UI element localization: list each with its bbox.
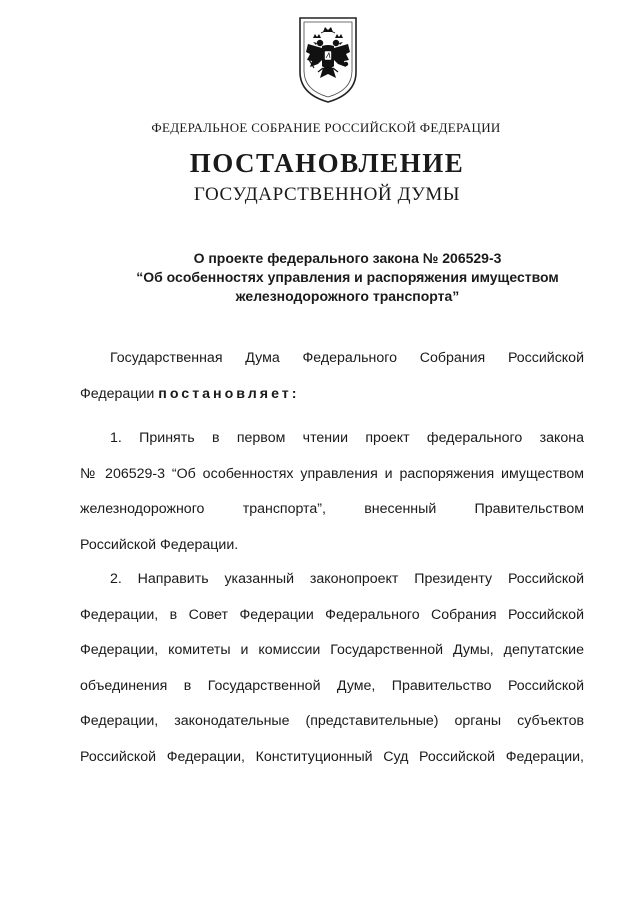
paragraph-line: Федерации, в Совет Федерации Федерального Собрания Российской (80, 606, 584, 623)
resolution-subject (110, 249, 585, 306)
paragraph-line: Российской Федерации. (80, 536, 239, 553)
item-2-paragraph (80, 562, 584, 775)
paragraph-line: Государственная Дума Федерального Собрания Российской (110, 350, 584, 366)
paragraph-line: № 206529-3 “Об особенностях управления и распоряжения имуществом (80, 465, 584, 482)
paragraph-line: объединения в Государственной Думе, Правительство Российской (80, 677, 584, 694)
paragraph-line: 2. Направить указанный законопроект Президенту Российской (110, 571, 584, 587)
paragraph-line (80, 377, 584, 413)
document-subtitle: ГОСУДАРСТВЕННОЙ ДУМЫ (193, 184, 461, 205)
paragraph-line: железнодорожного транспорта”, внесенный Правительством (80, 501, 584, 517)
intro-line-start: Федерации (80, 385, 155, 402)
subject-line: “Об особенностях управления и распоряжения имуществом (136, 269, 559, 285)
paragraph-line: Федерации, законодательные (представительные) органы субъектов (80, 713, 584, 729)
subject-line: О проекте федерального закона № 206529-3 (193, 250, 502, 266)
russian-coat-of-arms-icon (296, 14, 360, 106)
paragraph-line: Российской Федерации, Конституционный Суд Российской Федерации, (80, 748, 584, 765)
subject-line: железнодорожного транспорта” (235, 288, 460, 304)
assembly-heading: ФЕДЕРАЛЬНОЕ СОБРАНИЕ РОССИЙСКОЙ ФЕДЕРАЦИИ (151, 120, 501, 135)
decree-keyword: постановляет: (158, 385, 300, 402)
intro-paragraph (80, 341, 584, 412)
document-title: ПОСТАНОВЛЕНИЕ (189, 148, 465, 178)
paragraph-line: 1. Принять в первом чтении проект федерального закона (110, 430, 584, 446)
paragraph-line: Федерации, комитеты и комиссии Государственной Думы, депутатские (80, 642, 584, 658)
item-1-paragraph (80, 421, 584, 563)
